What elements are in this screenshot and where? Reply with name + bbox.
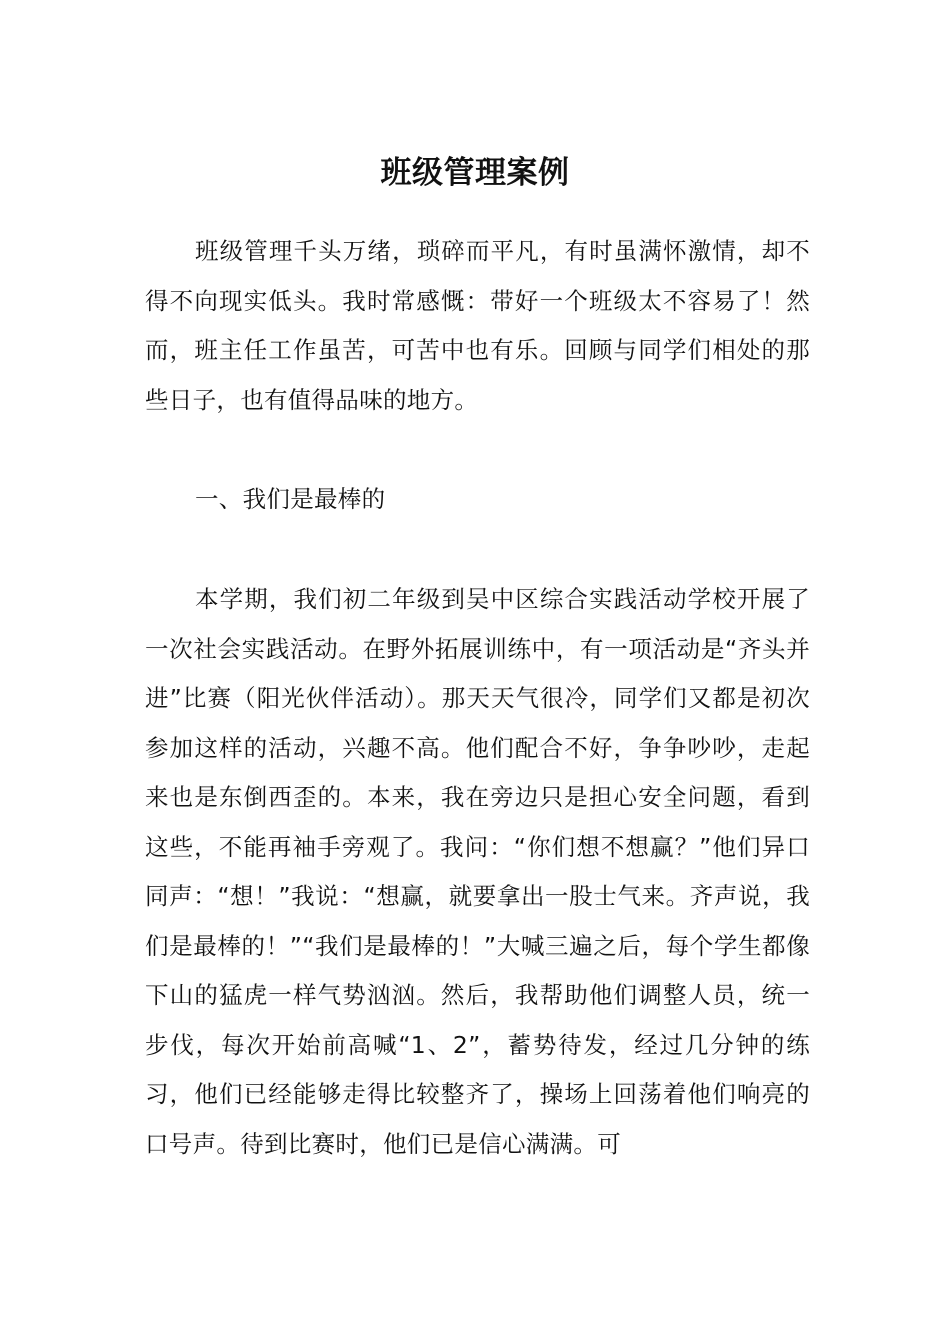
document-title: 班级管理案例 [380,154,570,191]
intro-paragraph: 班级管理千头万绪，琐碎而平凡，有时虽满怀激情，却不得不向现实低头。我时常感慨：带好一个班级太不容易了！然而，班主任工作虽苦，可苦中也有乐。回顾与同学们相处的那些日子，也有值得品味的地方。 [145,237,810,414]
section-paragraph: 本学期，我们初二年级到吴中区综合实践活动学校开展了一次社会实践活动。在野外拓展训练中，有一项活动是“齐头并进”比赛（阳光伙伴活动）。那天天气很冷，同学们又都是初次参加这样的活动，兴趣不高。他们配合不好，争争吵吵，走起来也是东倒西歪的。本来，我在旁边只是担心安全问题，看到这些，不能再袖手旁观了。我问：“你们想不想赢？”他们异口同声：“想！”我说：“想赢，就要拿出一股士气来。齐声说，我们是最棒的！”“我们是最棒的！”大喊三遍之后，每个学生都像下山的猛虎一样气势汹汹。然后，我帮助他们调整人员，统一步伐，每次开始前高喊“1、2”，蓄势待发，经过几分钟的练习，他们已经能够走得比较整齐了，操场上回荡着他们响亮的口号声。待到比赛时，他们已是信心满满。可 [145,585,810,1158]
section-heading: 一、我们是最棒的 [195,485,386,513]
